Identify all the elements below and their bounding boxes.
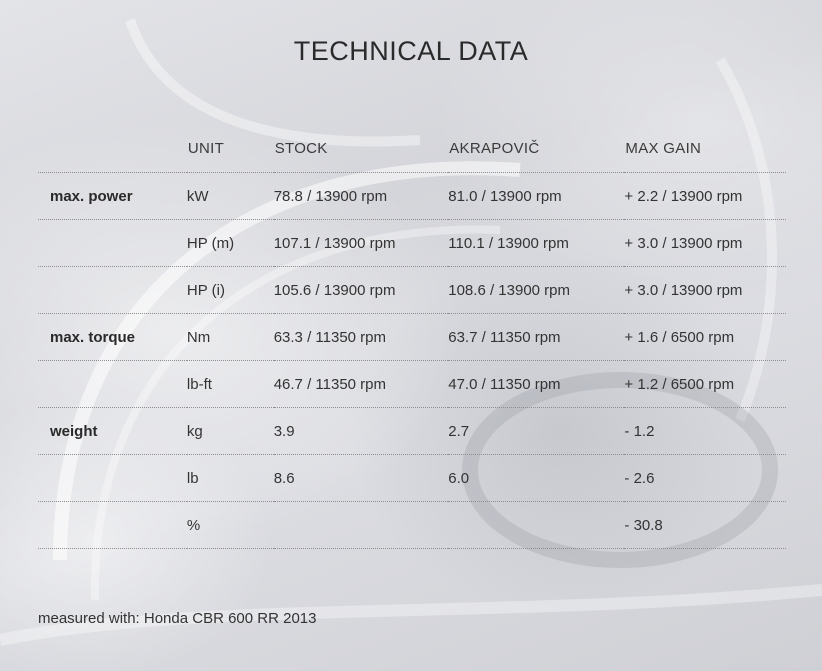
unit-cell: kg [187,408,274,455]
max-gain-cell: - 30.8 [624,502,786,549]
stock-cell: 78.8 / 13900 rpm [274,173,449,220]
row-label [38,502,187,549]
unit-cell: HP (m) [187,220,274,267]
akrapovic-cell: 81.0 / 13900 rpm [448,173,624,220]
stock-cell: 46.7 / 11350 rpm [274,361,449,408]
akrapovic-cell: 2.7 [448,408,624,455]
akrapovic-cell: 110.1 / 13900 rpm [448,220,624,267]
row-label: max. torque [38,314,187,361]
table-row [38,314,786,361]
akrapovic-cell: 63.7 / 11350 rpm [448,314,624,361]
akrapovic-cell [448,502,624,549]
table-row [38,455,786,502]
max-gain-cell: - 2.6 [624,455,786,502]
table-row [38,361,786,408]
max-gain-cell: + 3.0 / 13900 rpm [624,220,786,267]
row-label: max. power [38,173,187,220]
max-gain-cell: + 1.2 / 6500 rpm [624,361,786,408]
stock-cell [274,502,449,549]
column-header-unit: UNIT [187,124,274,173]
unit-cell: kW [187,173,274,220]
table-header-row [38,124,786,173]
table-row [38,173,786,220]
stock-cell: 3.9 [274,408,449,455]
row-label [38,267,187,314]
row-label [38,455,187,502]
unit-cell: lb [187,455,274,502]
table-row [38,502,786,549]
row-label [38,361,187,408]
table-row [38,220,786,267]
technical-data-table [38,124,786,549]
akrapovic-cell: 108.6 / 13900 rpm [448,267,624,314]
akrapovic-cell: 6.0 [448,455,624,502]
footnote-measured-with: measured with: Honda CBR 600 RR 2013 [38,610,317,627]
column-header-stock: STOCK [274,124,449,173]
row-label [38,220,187,267]
max-gain-cell: - 1.2 [624,408,786,455]
column-header-label [38,124,187,173]
column-header-akrapovic: AKRAPOVIČ [448,124,624,173]
page-title: TECHNICAL DATA [293,36,529,66]
unit-cell: lb-ft [187,361,274,408]
unit-cell: HP (i) [187,267,274,314]
unit-cell: % [187,502,274,549]
stock-cell: 105.6 / 13900 rpm [274,267,449,314]
table-row [38,267,786,314]
max-gain-cell: + 2.2 / 13900 rpm [624,173,786,220]
stock-cell: 107.1 / 13900 rpm [274,220,449,267]
akrapovic-cell: 47.0 / 11350 rpm [448,361,624,408]
row-label: weight [38,408,187,455]
max-gain-cell: + 3.0 / 13900 rpm [624,267,786,314]
stock-cell: 8.6 [274,455,449,502]
stock-cell: 63.3 / 11350 rpm [274,314,449,361]
unit-cell: Nm [187,314,274,361]
table-row [38,408,786,455]
column-header-max-gain: MAX GAIN [624,124,786,173]
max-gain-cell: + 1.6 / 6500 rpm [624,314,786,361]
